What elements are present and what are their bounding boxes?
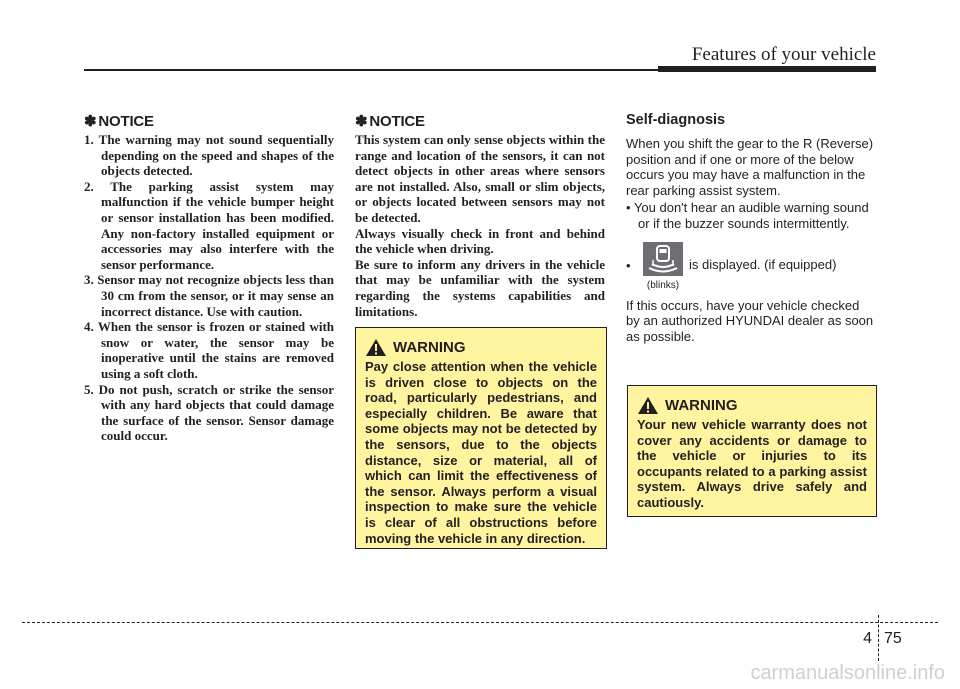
warning-label: WARNING [393, 339, 466, 356]
self-diagnosis-section [626, 112, 876, 344]
notice-list-item: 4. When the sensor is frozen or stained with snow or water, the sensor may be inoperative until the stains are removed using a soft cloth. [84, 319, 334, 381]
warning-box-2 [627, 385, 877, 517]
self-diagnosis-followup: If this occurs, have your vehicle checked by an authorized HYUNDAI dealer as soon as possible. [626, 297, 874, 344]
notice-heading-label: NOTICE [98, 113, 154, 130]
warning-label: WARNING [665, 397, 738, 414]
notice-list [84, 132, 334, 444]
warning-heading [637, 396, 867, 415]
notice-paragraph: Be sure to inform any drivers in the vehicle that may be unfamiliar with the system regarding the systems capabilities and limitations. [355, 256, 605, 319]
notice-list-item: 2. The parking assist system may malfunction if the vehicle bumper height or sensor installation has been modified. Any non-factory installed equipment or accessories may also interfere with the sensor performance. [84, 178, 334, 272]
warning-triangle-icon [637, 396, 659, 415]
notice-paragraph: Always visually check in front and behind the vehicle when driving. [355, 225, 605, 257]
header-rule-accent [658, 66, 876, 72]
notice-list-item: 1. The warning may not sound sequentially depending on the speed and shapes of the objects detected. [84, 132, 334, 179]
bullet-item-indicator [626, 242, 876, 294]
notice-section-1 [84, 112, 334, 444]
bullet-dot: • [626, 257, 631, 273]
indicator-caption: is displayed. (if equipped) [689, 256, 837, 272]
self-diagnosis-intro: When you shift the gear to the R (Reverse) position and if one or more of the below occurs you may have a malfunction in the rear parking assist system. [626, 136, 874, 198]
warning-heading [365, 338, 597, 357]
page-header-title: Features of your vehicle [691, 44, 876, 65]
notice-heading-1 [84, 112, 334, 130]
notice-list-item: 5. Do not push, scratch or strike the sensor with any hard objects that could damage the surface of the sensor. Sensor damage could occur. [84, 381, 334, 444]
bullet-item-text: You don't hear an audible warning sound or if the buzzer sounds intermittently. [633, 200, 869, 231]
footer-rule [22, 622, 938, 623]
notice-section-2 [355, 112, 605, 319]
blinks-label: (blinks) [646, 279, 680, 291]
warning-text: Pay close attention when the vehicle is driven close to objects on the road, particularly pedestrians, and especially children. Be aware that some objects may not be detected by the sensors, due to the objects distance, size or material, all of which can limit the effectiveness of the sensor. Always perform a visual inspection to make sure the vehicle is clear of all obstructions before moving the vehicle in any direction. [365, 359, 597, 546]
warning-text: Your new vehicle warranty does not cover any accidents or damage to the vehicle or injuries to its occupants related to a parking assist system. Always drive safely and cautiously. [637, 417, 867, 510]
warning-triangle-icon [365, 338, 387, 357]
footer-divider [878, 615, 879, 661]
self-diagnosis-heading: Self-diagnosis [626, 112, 726, 128]
bullet-item: • You don't hear an audible warning sound or if the buzzer sounds intermittently. [626, 200, 869, 231]
page-number: 75 [884, 630, 902, 647]
notice-body [355, 132, 605, 319]
notice-star-icon: ✽ [84, 113, 97, 130]
parking-assist-indicator-icon [643, 242, 683, 276]
notice-heading-2 [355, 112, 605, 130]
notice-heading-label: NOTICE [369, 113, 425, 130]
notice-star-icon: ✽ [355, 113, 368, 130]
warning-box-1 [355, 327, 607, 549]
chapter-number: 4 [863, 630, 872, 647]
notice-list-item: 3. Sensor may not recognize objects less than 30 cm from the sensor, or it may sense an incorrect distance. Use with caution. [84, 272, 334, 319]
notice-paragraph: This system can only sense objects within the range and location of the sensors, it can not detect objects in other areas where sensors are not installed. Also, small or slim objects, or objects located between sensors may not be detected. [355, 132, 605, 225]
watermark: carmanualsonline.info [750, 662, 945, 684]
